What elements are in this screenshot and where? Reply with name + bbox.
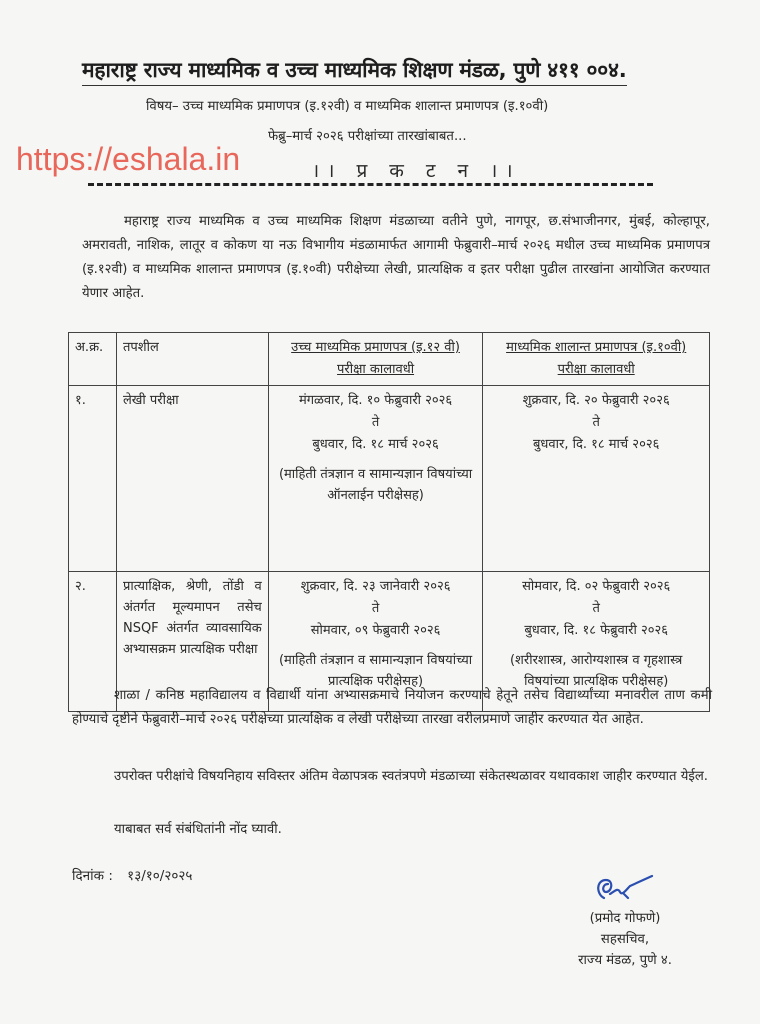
table-row: [69, 386, 710, 572]
table-header-row: [69, 333, 710, 386]
hsc-to: ते: [371, 415, 380, 430]
hsc-start-date: मंगळवार, दि. १० फेब्रुवारी २०२६: [298, 393, 453, 408]
hsc-note: (माहिती तंत्रज्ञान व सामान्यज्ञान विषयांच्या प्रात्यक्षिक परीक्षेसह): [278, 653, 473, 689]
header-hsc: [268, 333, 483, 386]
row-sr: १.: [69, 386, 117, 572]
ssc-start-date: सोमवार, दि. ०२ फेब्रुवारी २०२६: [522, 579, 671, 594]
closing-text-2: उपरोक्त परीक्षांचे विषयनिहाय सविस्तर अंतिम वेळापत्रक स्वतंत्रपणे मंडळाच्या संकेतस्थळावर यथावकाश जाहीर करण्यात येईल.: [114, 769, 708, 784]
header-ssc-period: परीक्षा कालावधी: [557, 362, 635, 377]
hsc-end-date: बुधवार, दि. १८ मार्च २०२६: [312, 437, 439, 452]
hsc-end-date: सोमवार, ०९ फेब्रुवारी २०२६: [310, 623, 441, 638]
date-line: [72, 866, 192, 884]
closing-text-1: शाळा / कनिष्ठ महाविद्यालय व विद्यार्थी यांना अभ्यासक्रमाचे नियोजन करण्याचे हेतूने तसेच विद्यार्थ्यांच्या मनावरील ताण कमी होण्याचे दृष्टीने फेब्रुवारी–मार्च २०२६ परीक्षेच्या प्रात्यक्षिक व लेखी परीक्षेच्या तारखा वरीलप्रमाणे जाहीर करण्यात येत आहेत.: [72, 688, 712, 727]
ssc-start-date: शुक्रवार, दि. २० फेब्रुवारी २०२६: [522, 393, 670, 408]
signature-icon: [590, 872, 660, 906]
header-details: तपशील: [116, 333, 268, 386]
hsc-start-date: शुक्रवार, दि. २३ जानेवारी २०२६: [300, 579, 451, 594]
ssc-note: (शरीरशास्त्र, आरोग्यशास्त्र व गृहशास्त्र विषयांच्या प्रात्यक्षिक परीक्षेसह): [509, 653, 683, 689]
signatory-office: राज्य मंडळ, पुणे ४.: [578, 953, 672, 968]
row-details: लेखी परीक्षा: [116, 386, 268, 572]
header-hsc-title: उच्च माध्यमिक प्रमाणपत्र (इ.१२ वी): [291, 340, 460, 355]
ssc-to: ते: [592, 601, 600, 616]
closing-paragraph-2: [72, 765, 712, 789]
intro-text: महाराष्ट्र राज्य माध्यमिक व उच्च माध्यमिक शिक्षण मंडळाच्या वतीने पुणे, नागपूर, छ.संभाजीनगर, मुंबई, कोल्हापूर, अमरावती, नाशिक, लातूर व कोकण या नऊ विभागीय मंडळामार्फत आगामी फेब्रुवारी–मार्च २०२६ मधील उच्च माध्यमिक प्रमाणपत्र (इ.१२वी) व माध्यमिक शालान्त प्रमाणपत्र (इ.१०वी) परीक्षेच्या लेखी, प्रात्यक्षिक व इतर परीक्षा पुढील तारखांना आयोजित करण्यात येणार आहेत.: [82, 214, 710, 301]
header-ssc: [483, 333, 710, 386]
dashed-divider: [88, 183, 653, 186]
header-hsc-period: परीक्षा कालावधी: [337, 362, 415, 377]
row-details: प्रात्याक्षिक, श्रेणी, तोंडी व अंतर्गत मूल्यमापन तसेच NSQF अंतर्गत व्यावसायिक अभ्यासक्रम प्रात्यक्षिक परीक्षा: [116, 572, 268, 712]
intro-paragraph: [82, 210, 710, 306]
header-sr: अ.क्र.: [69, 333, 117, 386]
notice-heading: ।। प्र क ट न ।।: [312, 160, 521, 182]
row-ssc-period: [483, 386, 710, 572]
ssc-end-date: बुधवार, दि. १८ मार्च २०२६: [533, 437, 660, 452]
header-ssc-title: माध्यमिक शालान्त प्रमाणपत्र (इ.१०वी): [506, 340, 687, 355]
board-title: महाराष्ट्र राज्य माध्यमिक व उच्च माध्यमिक शिक्षण मंडळ, पुणे ४११ ००४.: [82, 56, 627, 86]
subject-line: विषय– उच्च माध्यमिक प्रमाणपत्र (इ.१२वी) व माध्यमिक शालान्त प्रमाणपत्र (इ.१०वी): [146, 99, 549, 114]
subject-line-2: फेब्रु–मार्च २०२६ परीक्षांच्या तारखांबाबत...: [268, 129, 467, 144]
date-value: १३/१०/२०२५: [127, 868, 193, 884]
exam-schedule-table: [68, 332, 710, 712]
closing-paragraph-3: [72, 818, 712, 842]
signatory-block: [540, 908, 710, 971]
signatory-title: सहसचिव,: [600, 932, 650, 947]
row-sr: २.: [69, 572, 117, 712]
closing-paragraph-1: [72, 684, 712, 732]
watermark-link: https://eshala.in: [16, 141, 241, 177]
hsc-note: (माहिती तंत्रज्ञान व सामान्यज्ञान विषयांच्या ऑनलाईन परीक्षेसह): [278, 467, 473, 503]
ssc-end-date: बुधवार, दि. १८ फेब्रुवारी २०२६: [524, 623, 669, 638]
row-hsc-period: [268, 386, 483, 572]
signatory-name: (प्रमोद गोफणे): [589, 911, 661, 926]
ssc-to: ते: [592, 415, 600, 430]
hsc-to: ते: [371, 601, 380, 616]
closing-text-3: याबाबत सर्व संबंधितांनी नोंद घ्यावी.: [114, 822, 282, 837]
date-label: दिनांक :: [72, 868, 113, 884]
